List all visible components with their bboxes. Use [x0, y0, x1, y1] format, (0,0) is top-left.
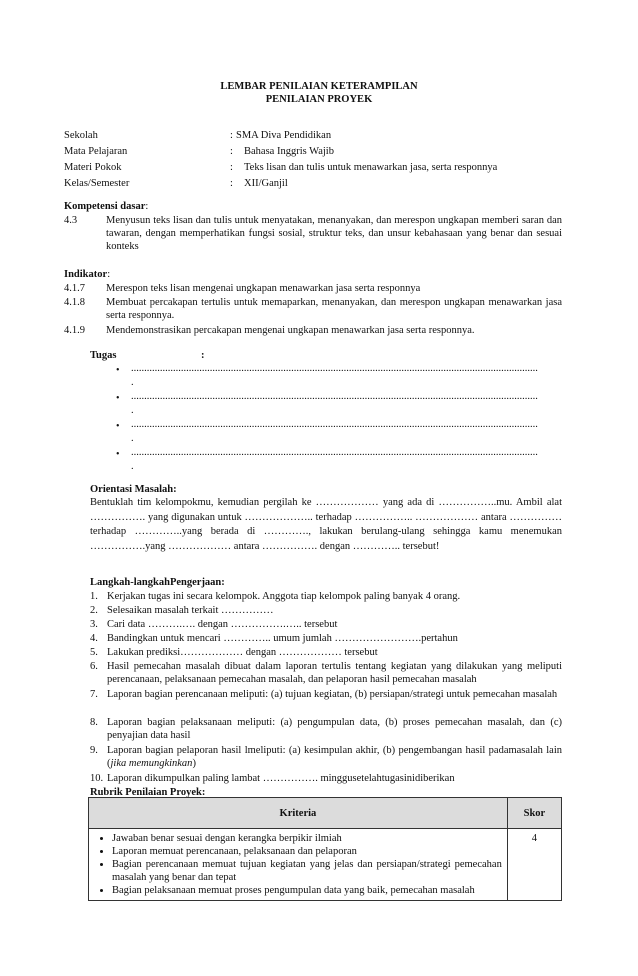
langkah-heading: Langkah-langkahPengerjaan: — [90, 577, 225, 588]
bullet-icon: • — [116, 365, 120, 376]
info-row — [64, 145, 584, 158]
rubric-header-row — [89, 798, 562, 829]
step-text: Laporan dikumpulkan paling lambat ……………. minggusetelahtugasinidiberikan — [107, 773, 455, 784]
indicator-number: 4.1.8 — [64, 297, 85, 308]
step-number: 8. — [90, 717, 98, 728]
tugas-blank-end: . — [131, 433, 134, 444]
info-colon: : — [230, 178, 233, 189]
rubric-criterion: • Jawaban benar sesuai dengan kerangka berpikir ilmiah — [112, 832, 502, 845]
info-colon: : — [230, 146, 233, 157]
indicator-text: Membuat percakapan tertulis untuk memaparkan, menanyakan, dan merespon ungkapan menawarkan jasa serta responnya. — [106, 297, 562, 321]
indicator-item — [64, 282, 562, 295]
indicator-number: 4.1.9 — [64, 325, 85, 336]
kd-heading: Kompetensi dasar — [64, 201, 146, 212]
rubric-col-skor: Skor — [507, 798, 561, 829]
rubric-col-kriteria: Kriteria — [89, 798, 508, 829]
kd-heading-line — [64, 200, 148, 213]
doc-title: LEMBAR PENILAIAN KETERAMPILAN — [220, 81, 418, 92]
kd-number: 4.3 — [64, 215, 78, 226]
rubric-row — [89, 829, 562, 901]
tugas-blank-line: ........................................................................................................................................................... — [131, 391, 538, 402]
indicator-text: Merespon teks lisan mengenai ungkapan menawarkan jasa serta responnya — [106, 283, 421, 294]
step-number: 3. — [90, 619, 98, 630]
step-item — [90, 604, 562, 617]
step-number: 10. — [90, 773, 104, 784]
kd-colon: : — [145, 201, 149, 212]
indikator-heading-line — [64, 268, 110, 281]
rubric-criterion: • Laporan memuat perencanaan, pelaksanaan dan pelaporan — [112, 845, 502, 858]
step-text: Kerjakan tugas ini secara kelompok. Anggota tiap kelompok paling banyak 4 orang. — [107, 591, 461, 602]
info-colon: : — [230, 130, 233, 141]
info-key: Mata Pelajaran — [64, 146, 128, 157]
step-text: Hasil pemecahan masalah dibuat dalam laporan tertulis tentang kegiatan yang dilakukan yang meliputi perencanaan, pelaksanaan pemecahan masalah, dan pelaporan hasil pemecahan masalah — [107, 661, 562, 685]
step-item — [90, 716, 562, 742]
step-item — [90, 688, 562, 701]
step-number: 9. — [90, 745, 98, 756]
info-value: Bahasa Inggris Wajib — [244, 146, 334, 157]
step-text-italic: jika memungkinkan — [110, 758, 193, 769]
step-number: 1. — [90, 591, 98, 602]
step-item — [90, 646, 562, 659]
tugas-blank-end: . — [131, 405, 134, 416]
rubric-table — [88, 797, 562, 901]
info-value: XII/Ganjil — [244, 178, 288, 189]
tugas-label: Tugas — [90, 350, 117, 361]
info-value: Teks lisan dan tulis untuk menawarkan jasa, serta responnya — [244, 162, 498, 173]
step-item — [90, 772, 562, 785]
bullet-icon: • — [116, 421, 120, 432]
step-item — [90, 590, 562, 603]
step-text: Lakukan prediksi……………… dengan ……………… tersebut — [107, 647, 378, 658]
step-item — [90, 618, 562, 631]
step-text: Selesaikan masalah terkait …………… — [107, 605, 274, 616]
tugas-blank-line: ........................................................................................................................................................... — [131, 419, 538, 430]
step-item — [90, 632, 562, 645]
kd-text: Menyusun teks lisan dan tulis untuk menyatakan, menanyakan, dan merespon ungkapan memberi saran dan tawaran, dengan memperhatikan fungsi sosial, struktur teks, dan unsur kebahasaan yang benar dan sesuai konteks — [106, 215, 562, 252]
step-number: 4. — [90, 633, 98, 644]
info-value: SMA Diva Pendidikan — [236, 130, 332, 141]
doc-subtitle: PENILAIAN PROYEK — [265, 94, 373, 105]
info-row — [64, 177, 584, 190]
step-text: Bandingkan untuk mencari ………….. umum jumlah …………………….pertahun — [107, 633, 458, 644]
tugas-blank-end: . — [131, 461, 134, 472]
bullet-icon: • — [116, 393, 120, 404]
bullet-icon: • — [116, 449, 120, 460]
step-item — [90, 744, 562, 770]
step-number: 2. — [90, 605, 98, 616]
tugas-blank-line: ........................................................................................................................................................... — [131, 363, 538, 374]
step-text-part: ) — [192, 758, 196, 769]
step-text-part: Laporan bagian pelaporan hasil lmeliputi: (a) kesimpulan akhir, (b) pengembangan hasil padamasalah lain ( — [107, 745, 562, 769]
tugas-colon: : — [201, 350, 205, 361]
indicator-item — [64, 296, 562, 322]
info-key: Materi Pokok — [64, 162, 122, 173]
step-number: 7. — [90, 689, 98, 700]
step-text: Laporan bagian perencanaan meliputi: (a) tujuan kegiatan, (b) persiapan/strategi untuk pemecahan masalah — [107, 689, 558, 700]
info-key: Sekolah — [64, 130, 98, 141]
step-text: Laporan bagian pelaksanaan meliputi: (a) pengumpulan data, (b) proses pemecahan masalah, dan (c) penyajian data hasil — [107, 717, 562, 741]
rubric-score-cell: 4 — [507, 829, 561, 901]
info-colon: : — [230, 162, 233, 173]
step-text: Cari data ……….…. dengan …………….….. tersebut — [107, 619, 338, 630]
info-key: Kelas/Semester — [64, 178, 130, 189]
rubric-criterion: • Bagian perencanaan memuat tujuan kegiatan yang jelas dan persiapan/strategi pemecahan masalah yang benar dan tepat — [112, 858, 502, 884]
info-row — [64, 129, 584, 142]
indicator-number: 4.1.7 — [64, 283, 85, 294]
step-number: 5. — [90, 647, 98, 658]
kd-item — [64, 214, 562, 253]
indicator-text: Mendemonstrasikan percakapan mengenai ungkapan menawarkan jasa serta responnya. — [106, 325, 475, 336]
step-item — [90, 660, 562, 686]
step-text — [107, 744, 562, 770]
orientasi-text: Bentuklah tim kelompokmu, kemudian pergilah ke ……………… yang ada di ……………..mu. Ambil alat ……………. yang digunakan untuk ……………….. terhadap …………….. ……………… antara …………… terhadap …………..yang berada di …………., lakukan berulang-ulang sehingga kamu menemukan …………….yang ……………… antara ……………. dengan ………….. tersebut! — [90, 497, 562, 552]
indicator-item — [64, 324, 562, 337]
indikator-heading: Indikator — [64, 269, 108, 280]
tugas-blank-line: ........................................................................................................................................................... — [131, 447, 538, 458]
info-row — [64, 161, 584, 174]
rubric-criteria-cell — [89, 829, 508, 901]
orientasi-heading: Orientasi Masalah: — [90, 484, 177, 495]
step-number: 6. — [90, 661, 98, 672]
rubrik-heading: Rubrik Penilaian Proyek: — [90, 787, 206, 798]
rubric-criterion: • Bagian pelaksanaan memuat proses pengumpulan data yang baik, pemecahan masalah — [112, 884, 502, 897]
indikator-colon: : — [107, 269, 111, 280]
tugas-blank-end: . — [131, 377, 134, 388]
